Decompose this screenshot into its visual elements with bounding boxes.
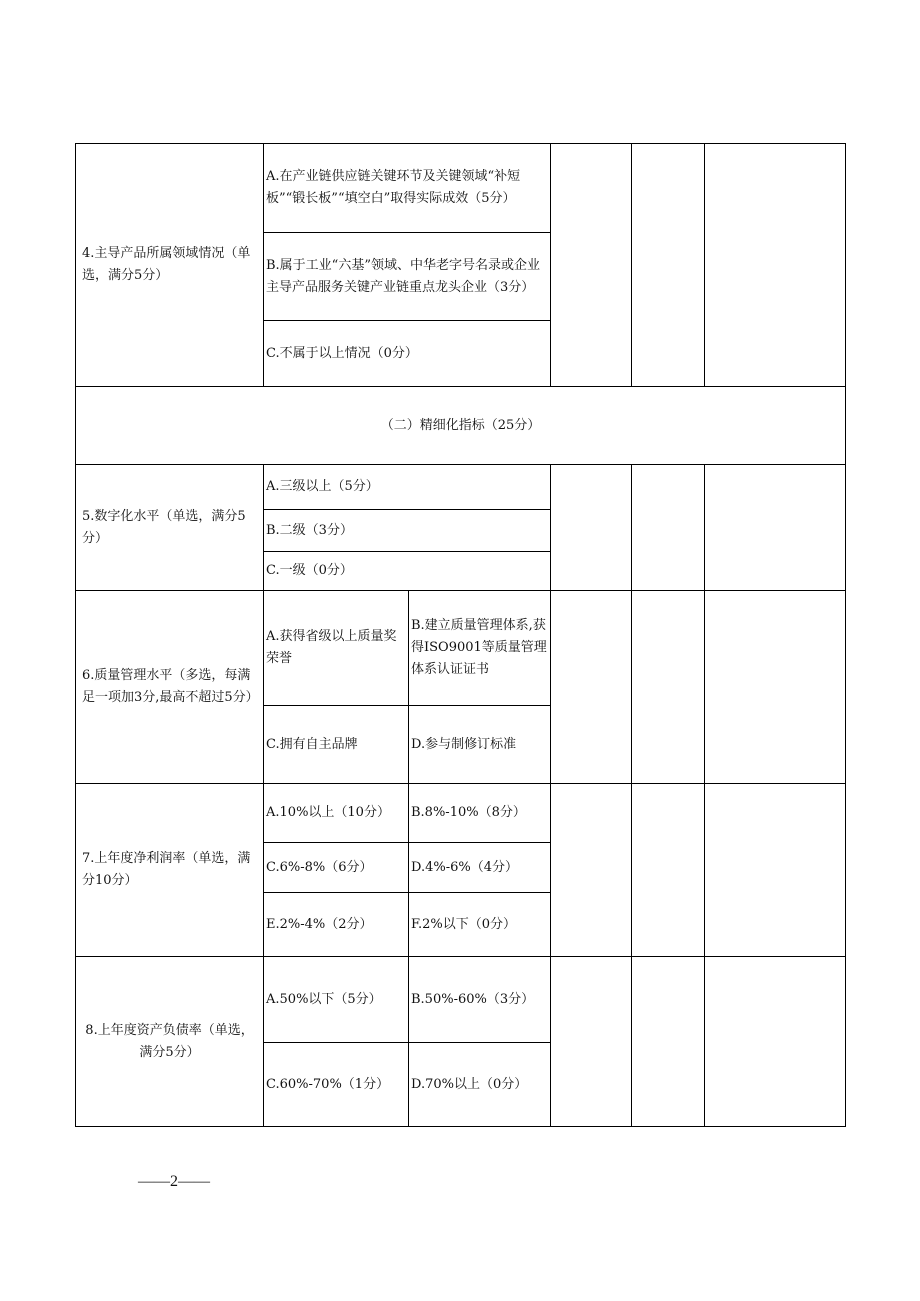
- option-4b-text: B.属于工业“六基”领域、中华老字号名录或企业主导产品服务关键产业链重点龙头企业（3分）: [266, 257, 540, 295]
- option-8b: [409, 957, 550, 1042]
- criterion-6-text: 6.质量管理水平（多选，每满足一项加3分,最高不超过5分）: [82, 668, 259, 705]
- option-6c: [264, 706, 408, 783]
- option-6d: [409, 706, 550, 783]
- option-7e: [264, 893, 408, 956]
- criterion-5: [76, 465, 263, 590]
- option-7c-text: C.6%-8%（6分）: [266, 859, 373, 875]
- option-5a-text: A.三级以上（5分）: [266, 479, 379, 494]
- section-header: [76, 387, 845, 464]
- option-7c: [264, 843, 408, 892]
- criterion-7-text: 7.上年度净利润率（单选，满分10分）: [82, 851, 251, 888]
- option-6b: [409, 591, 550, 705]
- option-7d: [409, 843, 550, 892]
- option-8d: [409, 1043, 550, 1126]
- option-7a-text: A.10%以上（10分）: [266, 805, 390, 820]
- option-6d-text: D.参与制修订标准: [411, 736, 517, 752]
- option-4c-text: C.不属于以上情况（0分）: [266, 345, 418, 361]
- section-header-text: （二）精细化指标（25分）: [380, 417, 541, 433]
- criterion-7: [76, 784, 263, 956]
- option-8c-text: C.60%-70%（1分）: [266, 1076, 390, 1092]
- option-8b-text: B.50%-60%（3分）: [411, 991, 535, 1007]
- criterion-4: [76, 144, 263, 386]
- page-number: ——2——: [138, 1173, 210, 1190]
- option-7e-text: E.2%-4%（2分）: [266, 916, 373, 932]
- option-8a: [264, 957, 408, 1042]
- option-7b: [409, 784, 550, 842]
- option-5a: [264, 465, 550, 509]
- option-4a: [264, 144, 550, 232]
- criterion-8: [76, 957, 263, 1126]
- option-8d-text: D.70%以上（0分）: [411, 1076, 528, 1092]
- option-5b: [264, 510, 550, 551]
- option-4c: [264, 321, 550, 386]
- criterion-4-text: 4.主导产品所属领域情况（单选，满分5分）: [82, 246, 251, 283]
- option-6c-text: C.拥有自主品牌: [266, 736, 358, 752]
- option-7a: [264, 784, 408, 842]
- criterion-6: [76, 591, 263, 783]
- option-7d-text: D.4%-6%（4分）: [411, 859, 519, 875]
- option-6a: [264, 591, 408, 705]
- option-6a-text: A.获得省级以上质量奖荣誉: [266, 629, 397, 666]
- option-7b-text: B.8%-10%（8分）: [411, 805, 526, 820]
- criterion-8-text: 8.上年度资产负债率（单选，满分5分）: [85, 1022, 254, 1060]
- option-7f-text: F.2%以下（0分）: [411, 916, 517, 932]
- option-5b-text: B.二级（3分）: [266, 522, 353, 538]
- criterion-5-text: 5.数字化水平（单选，满分5分）: [82, 508, 246, 546]
- option-8a-text: A.50%以下（5分）: [266, 991, 382, 1007]
- option-5c-text: C.一级（0分）: [266, 563, 353, 578]
- option-4a-text: A.在产业链供应链关键环节及关键领域“补短板”“锻长板”“填空白”取得实际成效（5分）: [266, 169, 521, 206]
- option-6b-text: B.建立质量管理体系,获得ISO9001等质量管理体系认证证书: [411, 618, 547, 677]
- option-8c: [264, 1043, 408, 1126]
- option-7f: [409, 893, 550, 956]
- option-5c: [264, 552, 550, 590]
- option-4b: [264, 233, 550, 320]
